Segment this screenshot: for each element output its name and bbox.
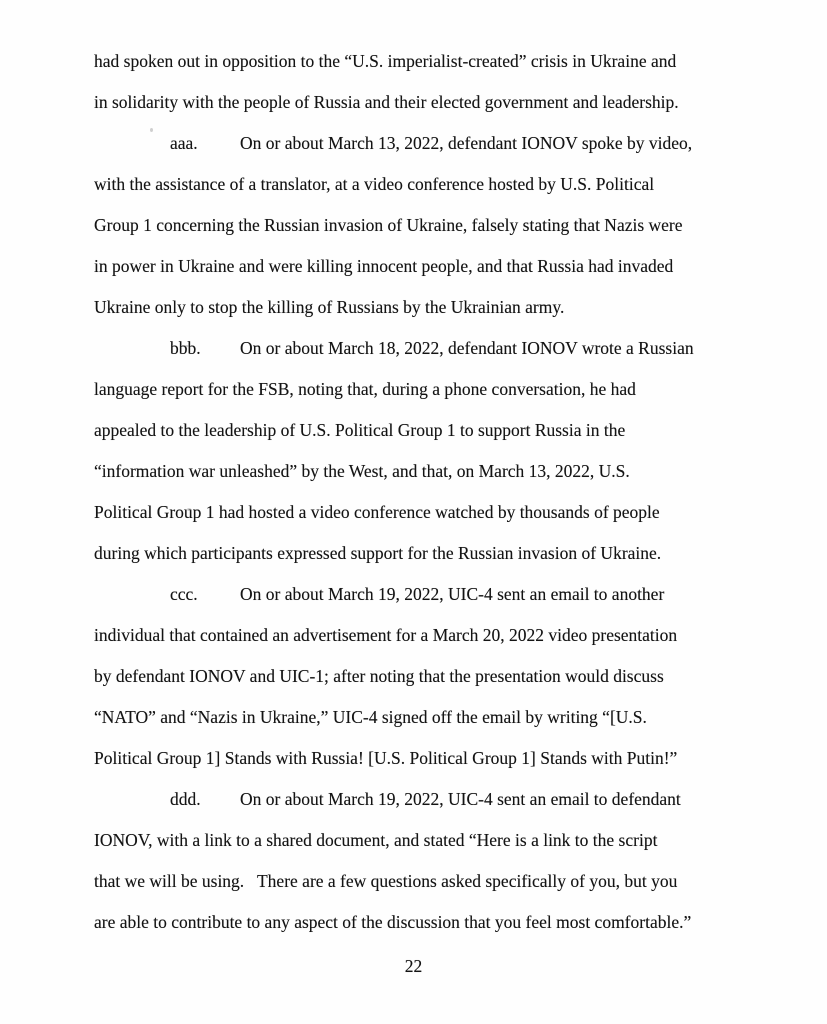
document-line <box>94 41 774 82</box>
line-text: “NATO” and “Nazis in Ukraine,” UIC-4 signed off the email by writing “[U.S. <box>94 707 647 727</box>
line-text: On or about March 13, 2022, defendant IONOV spoke by video, <box>240 133 693 153</box>
line-text: Political Group 1 had hosted a video conference watched by thousands of people <box>94 502 660 522</box>
paragraph-label: aaa. <box>170 133 198 153</box>
line-text: in solidarity with the people of Russia and their elected government and leadership. <box>94 92 679 112</box>
line-text: during which participants expressed support for the Russian invasion of Ukraine. <box>94 543 662 563</box>
line-text: by defendant IONOV and UIC-1; after noting that the presentation would discuss <box>94 666 664 686</box>
document-line <box>94 287 774 328</box>
line-text: that we will be using. There are a few questions asked specifically of you, but you <box>94 871 678 891</box>
line-text: appealed to the leadership of U.S. Political Group 1 to support Russia in the <box>94 420 626 440</box>
document-line <box>94 574 774 615</box>
document-line <box>94 656 774 697</box>
line-text: On or about March 19, 2022, UIC-4 sent an email to another <box>240 584 665 604</box>
document-line <box>94 779 774 820</box>
document-line <box>94 820 774 861</box>
scan-artifact <box>184 345 189 347</box>
document-line <box>94 902 774 943</box>
line-text: “information war unleashed” by the West, and that, on March 13, 2022, U.S. <box>94 461 630 481</box>
scan-artifact <box>187 508 191 511</box>
line-text: On or about March 18, 2022, defendant IONOV wrote a Russian <box>240 338 694 358</box>
document-line <box>94 369 774 410</box>
document-line <box>94 328 774 369</box>
paragraph-label: ddd. <box>170 789 201 809</box>
line-text: individual that contained an advertisement for a March 20, 2022 video presentation <box>94 625 678 645</box>
document-text-block <box>94 41 774 943</box>
document-line <box>94 205 774 246</box>
line-text: in power in Ukraine and were killing innocent people, and that Russia had invaded <box>94 256 674 276</box>
paragraph-label: ccc. <box>170 584 198 604</box>
document-line <box>94 82 774 123</box>
paragraph-label: bbb. <box>170 338 201 358</box>
document-line <box>94 615 774 656</box>
line-text: had spoken out in opposition to the “U.S. imperialist-created” crisis in Ukraine and <box>94 51 677 71</box>
line-text: with the assistance of a translator, at a video conference hosted by U.S. Political <box>94 174 655 194</box>
document-line <box>94 451 774 492</box>
document-line <box>94 533 774 574</box>
page-number: 22 <box>404 956 423 976</box>
line-text: are able to contribute to any aspect of the discussion that you feel most comfortable.” <box>94 912 692 932</box>
document-line <box>94 123 774 164</box>
line-text: Ukraine only to stop the killing of Russians by the Ukrainian army. <box>94 297 565 317</box>
line-text: On or about March 19, 2022, UIC-4 sent an email to defendant <box>240 789 681 809</box>
scan-artifact <box>150 128 153 132</box>
document-line <box>94 738 774 779</box>
line-text: Group 1 concerning the Russian invasion of Ukraine, falsely stating that Nazis were <box>94 215 683 235</box>
document-line <box>94 410 774 451</box>
line-text: IONOV, with a link to a shared document, and stated “Here is a link to the script <box>94 830 658 850</box>
document-line <box>94 492 774 533</box>
line-text: language report for the FSB, noting that, during a phone conversation, he had <box>94 379 636 399</box>
document-line <box>94 861 774 902</box>
document-line <box>94 164 774 205</box>
document-line <box>94 246 774 287</box>
line-text: Political Group 1] Stands with Russia! [U.S. Political Group 1] Stands with Putin!” <box>94 748 678 768</box>
document-line <box>94 697 774 738</box>
